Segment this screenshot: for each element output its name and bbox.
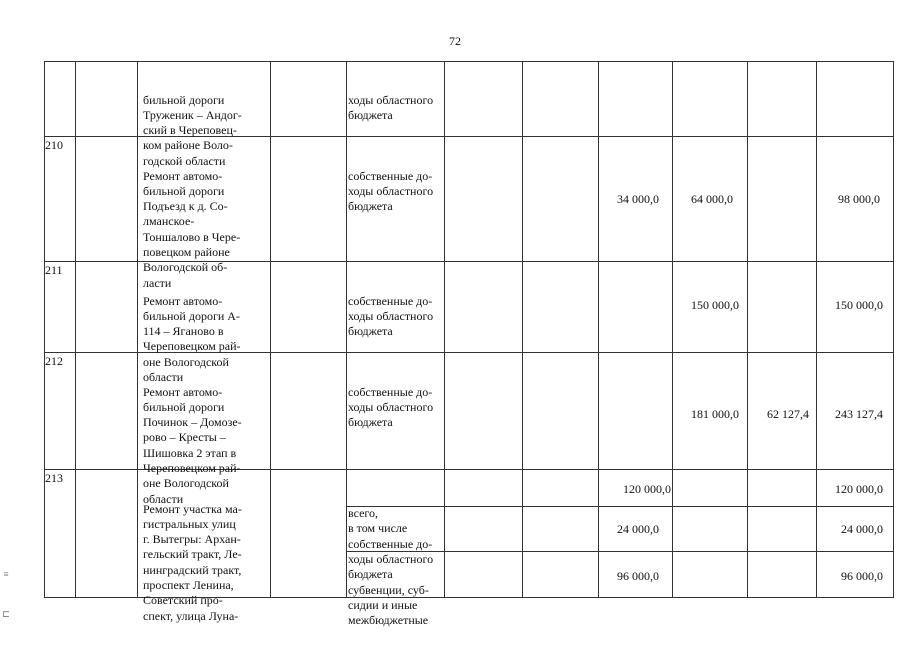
col-line [444,61,445,598]
col-line [346,61,347,598]
value-2021: 24 000,0 [617,522,659,536]
left-margin-mark-1: ≡ [3,569,9,579]
funding-source: собственные до- ходы областного бюджета [348,168,434,214]
row-number: 211 [45,263,63,277]
object-name: бильной дороги Труженик – Андог- ский в Череповец- ком районе Воло- годской области [143,92,242,168]
col-line [75,61,76,598]
value-2022: 181 000,0 [691,407,739,421]
funding-source: собственные до- ходы областного бюджета [348,293,434,339]
value-total: 150 000,0 [835,298,883,312]
funding-source: всего, в том числе [348,505,408,535]
object-name: Ремонт автомо- бильной дороги Починок – Домозе- рово – Кресты – Шишовка 2 этап в Череповецком рай- оне Вологодской области [143,384,242,506]
value-2021: 34 000,0 [617,192,659,206]
col-line [672,61,673,598]
value-2022: 150 000,0 [691,298,739,312]
page-number: 72 [449,34,461,48]
col-line [816,61,817,598]
object-name: Ремонт автомо- бильной дороги Подъезд к д. Со- лманское- Тоншалово в Чере- повецком районе Вологодской об- ласти [143,168,241,290]
budget-table [44,61,894,628]
col-line [747,61,748,598]
row-number: 213 [45,471,63,485]
col-line [893,61,894,598]
value-total: 243 127,4 [835,407,883,421]
value-total: 24 000,0 [841,522,883,536]
value-2022: 64 000,0 [691,192,733,206]
row-number: 212 [45,354,63,368]
funding-source: собственные до- ходы областного бюджета [348,536,434,582]
value-2023: 62 127,4 [767,407,809,421]
funding-source: субвенции, суб- сидии и иные межбюджетные [348,582,429,628]
object-name: Ремонт участка ма- гистральных улиц г. Вытегры: Архан- гельский тракт, Ле- нинградский тракт, проспект Ленина, Советский про- спект, улица Луна- [143,501,242,623]
col-line [522,61,523,598]
funding-source: ходы областного бюджета [348,92,434,122]
value-2021: 120 000,0 [623,482,671,496]
left-margin-mark-2: ⊏ [2,609,10,619]
value-2021: 96 000,0 [617,569,659,583]
value-total: 96 000,0 [841,569,883,583]
value-total: 98 000,0 [838,192,880,206]
col-line [137,61,138,598]
col-line [598,61,599,598]
row-number: 210 [45,138,63,152]
object-name: Ремонт автомо- бильной дороги А- 114 – Яганово в Череповецком рай- оне Вологодской области [143,293,241,385]
funding-source: собственные до- ходы областного бюджета [348,384,434,430]
value-total: 120 000,0 [835,482,883,496]
col-line [270,61,271,598]
